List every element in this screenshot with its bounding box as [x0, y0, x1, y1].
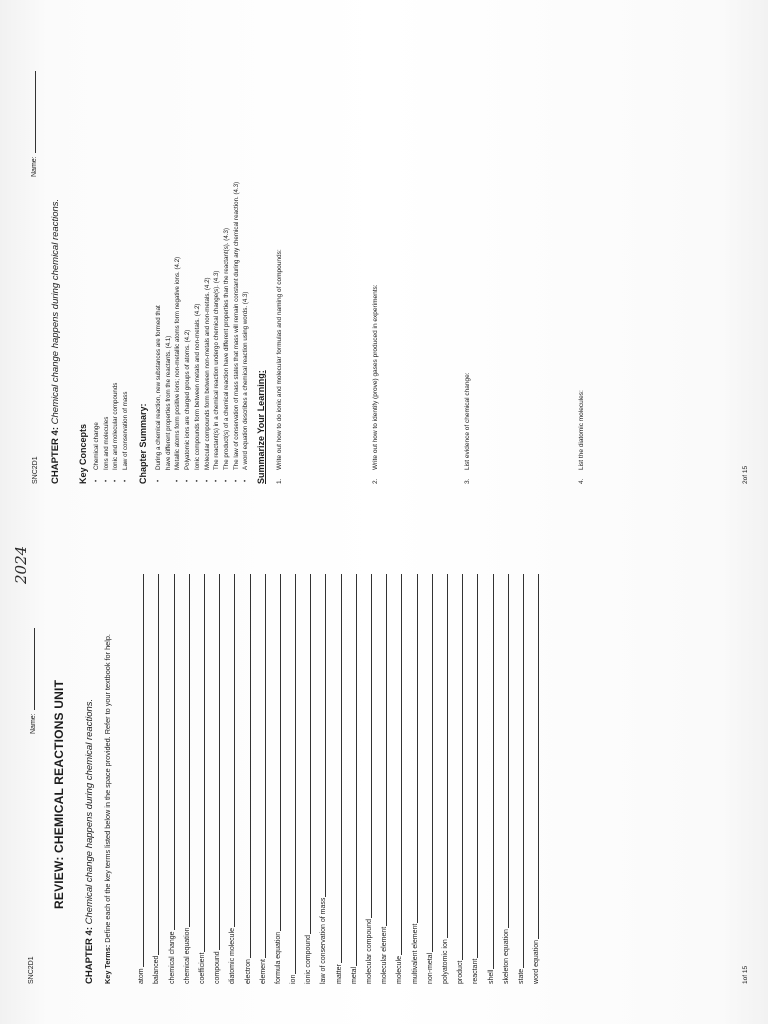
worksheet-page-1: [0, 524, 768, 1024]
key-term-row: [464, 574, 479, 984]
key-term-row: [176, 574, 191, 984]
name-field: [30, 628, 37, 734]
question-text: List the diatomic molecules:: [578, 390, 585, 470]
key-terms-text: Define each of the key terms listed below in the space provided. Refer to your textbook for help.: [103, 634, 112, 943]
key-term-label: electron: [244, 959, 252, 984]
bullet-icon: •: [242, 479, 250, 482]
answer-line[interactable]: [385, 574, 387, 926]
summary-item: [154, 182, 164, 482]
answer-line[interactable]: [507, 574, 509, 928]
key-term-row: [495, 574, 510, 984]
key-term-label: atom: [138, 968, 146, 984]
summary-item: [173, 182, 183, 482]
key-term-row: [343, 574, 358, 984]
key-term-row: [252, 574, 267, 984]
chapter-subtitle: Chemical change happens during chemical reactions.: [50, 198, 61, 425]
summarize-learning-heading: Summarize Your Learning:: [256, 370, 266, 484]
key-term-row: [145, 574, 160, 984]
summary-text: The law of conservation of mass states that mass will remain constant during any chemical reaction. (4.3): [232, 181, 240, 470]
chapter-summary-list: [154, 182, 251, 482]
chapter-label: CHAPTER 4:: [50, 426, 61, 484]
answer-line[interactable]: [249, 574, 251, 958]
summary-text: Metallic atoms form positive ions; non-metallic atoms form negative ions. (4.2): [174, 256, 182, 470]
answer-line[interactable]: [173, 574, 175, 930]
key-concept-item: [111, 383, 121, 482]
name-field: [31, 71, 38, 177]
key-term-label: shell: [487, 969, 495, 984]
key-term-label: matter: [335, 964, 343, 984]
key-concept-item: [102, 383, 112, 482]
question-number: 2.: [372, 478, 379, 484]
key-term-label: compound: [214, 951, 222, 984]
bullet-icon: •: [174, 479, 182, 482]
answer-line[interactable]: [416, 574, 418, 923]
bullet-icon: •: [193, 479, 201, 482]
question-number: 4.: [578, 478, 585, 484]
key-terms-list: [130, 574, 540, 984]
bullet-icon: •: [155, 479, 162, 482]
page-title: REVIEW: CHEMICAL REACTIONS UNIT: [52, 679, 66, 909]
summary-text: Molecular compounds form between non-metals and non-metals. (4.2): [203, 277, 211, 470]
key-term-label: diatomic molecule: [229, 927, 237, 984]
summary-text: The reactant(s) in a chemical reaction undergo chemical change(s). (4.3): [213, 270, 221, 470]
key-term-label: chemical equation: [183, 927, 191, 984]
key-term-label: element: [259, 959, 267, 984]
answer-line[interactable]: [461, 574, 463, 960]
answer-line[interactable]: [264, 574, 266, 958]
name-line: [34, 628, 35, 710]
chapter-label: CHAPTER 4:: [84, 926, 95, 984]
answer-line[interactable]: [400, 574, 402, 955]
summary-item: [193, 182, 203, 482]
answer-line[interactable]: [340, 574, 342, 963]
answer-line[interactable]: [370, 574, 372, 918]
answer-line[interactable]: [446, 574, 448, 938]
answer-line[interactable]: [294, 574, 296, 974]
summary-item: [222, 182, 232, 482]
summary-item: [212, 182, 222, 482]
key-terms-label: Key Terms:: [103, 944, 112, 984]
key-term-row: [525, 574, 540, 984]
key-term-row: [388, 574, 403, 984]
key-term-label: polyatomic ion: [441, 939, 449, 984]
key-term-row: [479, 574, 494, 984]
key-concept-text: Ionic and molecular compounds: [112, 382, 120, 470]
answer-line[interactable]: [157, 574, 159, 955]
answer-line[interactable]: [188, 574, 190, 927]
name-label: Name:: [31, 156, 38, 177]
name-label: Name:: [30, 713, 37, 734]
bullet-icon: •: [222, 479, 230, 482]
key-concept-text: Law of conservation of mass: [122, 391, 130, 470]
bullet-icon: •: [122, 479, 130, 482]
key-term-row: [267, 574, 282, 984]
key-term-label: word equation: [533, 940, 541, 984]
key-term-row: [419, 574, 434, 984]
chapter-heading: [50, 14, 61, 484]
bullet-icon: •: [102, 479, 110, 482]
key-term-label: molecular compound: [366, 919, 373, 984]
key-concepts-list: [92, 383, 131, 482]
key-term-row: [160, 574, 175, 984]
key-term-label: product: [457, 960, 465, 984]
key-terms-instructions: [102, 564, 114, 984]
key-term-row: [282, 574, 297, 984]
key-term-row: [130, 574, 145, 984]
bullet-icon: •: [203, 479, 211, 482]
answer-line[interactable]: [142, 574, 144, 967]
summary-text: have different properties from the reactants. (4.1): [164, 335, 172, 470]
key-term-row: [403, 574, 418, 984]
handwritten-year: 2024: [12, 545, 30, 584]
question-text: List evidence of chemical change:: [464, 372, 471, 470]
key-term-row: [297, 574, 312, 984]
bullet-icon: •: [213, 479, 221, 482]
question-text: Write out how to identify (prove) gases produced in experiments:: [372, 284, 379, 470]
key-term-label: ionic compound: [305, 934, 313, 984]
answer-line[interactable]: [279, 574, 281, 931]
key-concept-text: Chemical change: [93, 422, 100, 470]
answer-line[interactable]: [476, 574, 478, 958]
question-text: Write out how to do ionic and molecular formulas and naming of compounds:: [276, 249, 283, 470]
key-term-row: [206, 574, 221, 984]
key-term-row: [327, 574, 342, 984]
answer-line[interactable]: [218, 574, 220, 950]
answer-line[interactable]: [522, 574, 524, 968]
key-concepts-heading: Key Concepts: [78, 423, 88, 484]
key-term-label: formula equation: [274, 931, 282, 984]
key-term-label: skeleton equation: [502, 929, 510, 984]
question-number: 3.: [464, 478, 471, 484]
summary-text: Polyatomic ions are charged groups of atoms. (4.2): [184, 329, 192, 470]
summary-item: [241, 182, 251, 482]
key-term-label: non-metal: [426, 952, 434, 984]
answer-line[interactable]: [233, 574, 235, 927]
answer-line[interactable]: [431, 574, 433, 952]
bullet-icon: •: [184, 479, 192, 482]
key-term-label: balanced: [153, 955, 161, 984]
answer-line[interactable]: [537, 574, 539, 939]
review-question: [578, 390, 585, 484]
key-concept-item: [92, 383, 102, 482]
key-term-row: [191, 574, 206, 984]
summary-item: [183, 182, 193, 482]
key-concept-item: [121, 383, 131, 482]
review-question: [276, 249, 283, 484]
key-term-row: [221, 574, 236, 984]
key-term-label: molecular element: [381, 926, 389, 984]
answer-line[interactable]: [324, 574, 326, 897]
key-term-row: [373, 574, 388, 984]
bullet-icon: •: [232, 479, 240, 482]
key-term-row: [236, 574, 251, 984]
key-term-row: [510, 574, 525, 984]
summary-text: During a chemical reaction, new substances are formed that: [155, 305, 162, 470]
key-term-row: [358, 574, 373, 984]
chapter-subtitle: Chemical change happens during chemical reactions.: [84, 698, 95, 925]
course-code: SNC2D1: [32, 456, 39, 484]
summary-item: [232, 182, 242, 482]
chapter-summary-heading: Chapter Summary:: [138, 403, 148, 484]
summary-text: A word equation describes a chemical reaction using words. (4.3): [242, 291, 250, 470]
key-term-label: ion: [290, 974, 298, 984]
summary-text: Ionic compounds form between metals and non-metals. (4.2): [193, 303, 201, 470]
key-term-label: state: [517, 968, 525, 984]
key-term-label: metal: [350, 966, 358, 984]
answer-line[interactable]: [203, 574, 205, 952]
key-term-label: reactant: [472, 958, 480, 984]
key-concept-text: Ions and molecules: [102, 416, 110, 470]
key-term-row: [434, 574, 449, 984]
summary-text: The product(s) of a chemical reaction have different properties than the reactant(s). (4.3): [222, 227, 230, 470]
key-term-label: multivalent element: [411, 923, 419, 984]
answer-line[interactable]: [355, 574, 357, 966]
summary-item: [164, 182, 174, 482]
key-term-label: law of conservation of mass: [320, 897, 328, 984]
key-term-row: [449, 574, 464, 984]
course-code: SNC2D1: [28, 956, 35, 984]
answer-line[interactable]: [309, 574, 311, 934]
question-number: 1.: [276, 478, 283, 484]
summary-item: [203, 182, 213, 482]
key-term-label: coefficient: [198, 952, 206, 984]
name-line: [35, 71, 36, 153]
key-term-label: molecule: [396, 955, 404, 984]
key-term-row: [312, 574, 327, 984]
page-number: 2of 15: [742, 465, 749, 484]
chapter-heading: [84, 544, 95, 984]
review-question: [464, 372, 471, 484]
key-term-label: chemical change: [168, 931, 176, 984]
answer-line[interactable]: [492, 574, 494, 969]
review-question: [372, 284, 379, 484]
bullet-icon: •: [93, 479, 100, 482]
bullet-icon: •: [112, 479, 120, 482]
page-number: 1of 15: [742, 965, 749, 984]
